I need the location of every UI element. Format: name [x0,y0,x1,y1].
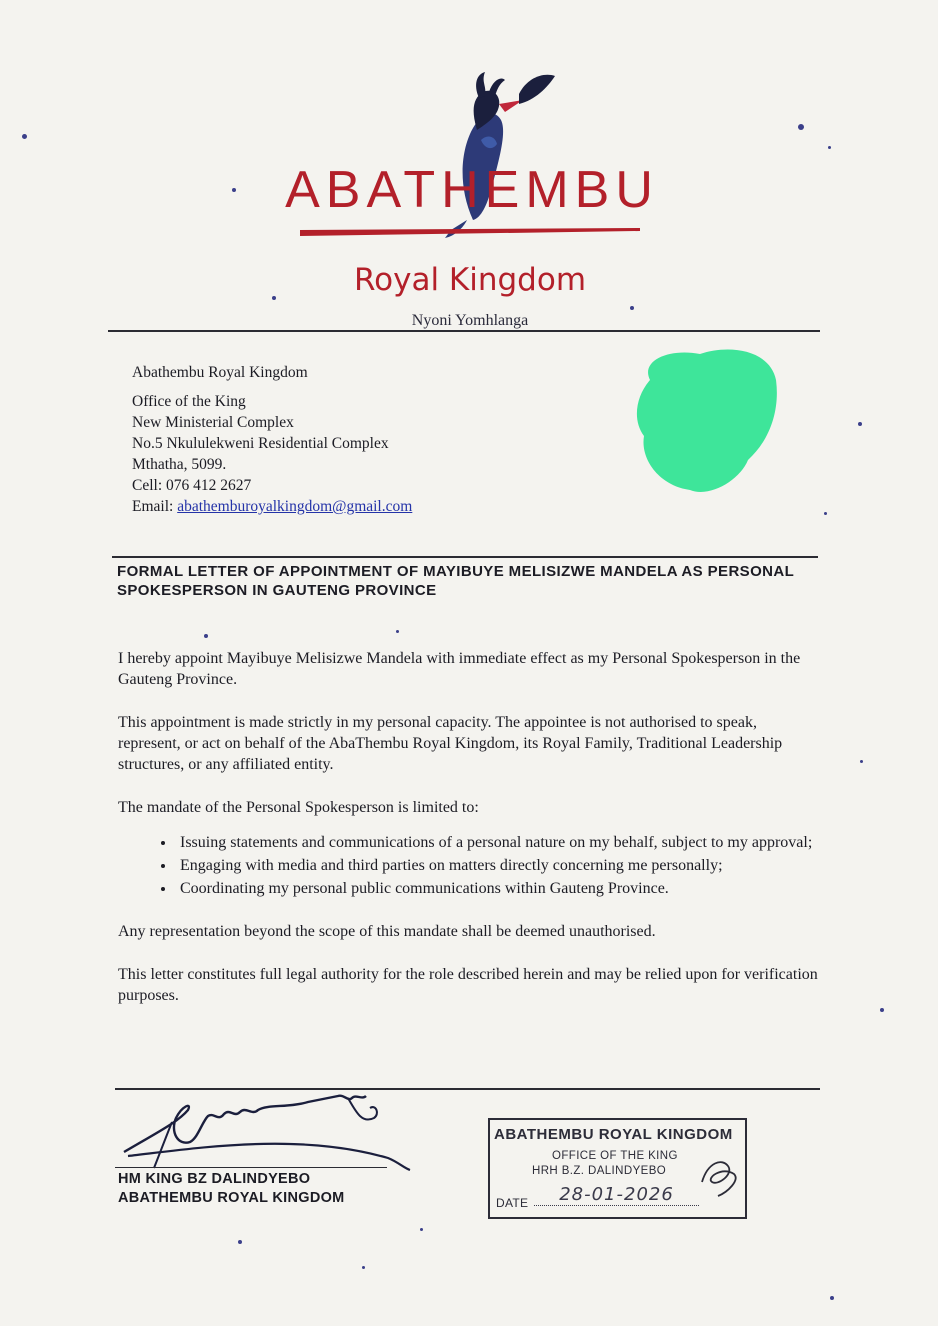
address-line: Abathembu Royal Kingdom [132,364,308,381]
sender-address [132,362,572,517]
ink-speck [830,1296,834,1300]
body-paragraph: Any representation beyond the scope of this mandate shall be deemed unauthorised. [118,923,656,940]
redaction-mark [630,340,780,500]
ink-speck [860,760,863,763]
official-stamp [488,1118,747,1219]
ink-speck [204,634,208,638]
letter-body [118,648,818,1028]
ink-speck [798,124,804,130]
signatory-block [118,1170,438,1208]
signature-divider [115,1088,820,1090]
stamp-date-value: 28-01-2026 [534,1184,699,1206]
body-paragraph: I hereby appoint Mayibuye Melisizwe Mandela with immediate effect as my Personal Spokesperson in the Gauteng Province. [118,650,801,688]
ink-speck [824,512,827,515]
ink-speck [828,146,831,149]
ink-speck [420,1228,423,1231]
handwritten-signature [118,1092,418,1172]
address-line: Office of the King [132,393,246,410]
signatory-org: ABATHEMBU ROYAL KINGDOM [118,1190,345,1206]
ink-speck [22,134,27,139]
ink-speck [238,1240,242,1244]
ink-speck [362,1266,365,1269]
ink-speck [630,306,634,310]
ink-speck [232,188,236,192]
list-item: • Issuing statements and communications of a personal nature on my behalf, subject to my approval; [176,832,818,853]
letterhead-subtitle: Royal Kingdom [353,262,587,298]
body-paragraph: This appointment is made strictly in my personal capacity. The appointee is not authorised to speak, represent, or act on behalf of the AbaThembu Royal Kingdom, its Royal Family, Traditional Leadership structures, or any affiliated entity. [118,714,783,773]
list-item: • Coordinating my personal public communications within Gauteng Province. [176,878,818,899]
mandate-list [118,832,818,899]
ink-speck [396,630,399,633]
stamp-date-label: DATE [496,1196,529,1210]
ink-speck [880,1008,884,1012]
list-item: • Engaging with media and third parties on matters directly concerning me personally; [176,855,818,876]
address-line: No.5 Nkululekweni Residential Complex [132,435,389,452]
stamp-holder: HRH B.Z. DALINDYEBO [532,1165,667,1177]
brand-underline-decoration [300,226,640,238]
ink-speck [272,296,276,300]
stamp-initials-scribble [698,1152,743,1202]
body-paragraph: This letter constitutes full legal authority for the role described herein and may be relied upon for verification purposes. [118,966,818,1004]
email-label: Email: [132,498,174,515]
signatory-name: HM KING BZ DALINDYEBO [118,1171,311,1187]
ink-speck [858,422,862,426]
brand-wordmark: ABATHEMBU [285,161,659,219]
subject-divider [112,556,818,558]
stamp-title: ABATHEMBU ROYAL KINGDOM [494,1126,733,1143]
letter-subject: FORMAL LETTER OF APPOINTMENT OF MAYIBUYE MELISIZWE MANDELA AS PERSONAL SPOKESPERSON IN GAUTENG PROVINCE [117,563,794,599]
letterhead-tagline: Nyoni Yomhlanga [411,312,529,329]
stamp-office: OFFICE OF THE KING [552,1150,678,1162]
email-link[interactable]: abathemburoyalkingdom@gmail.com [177,498,413,515]
address-line: Cell: 076 412 2627 [132,477,252,494]
header-divider [108,330,820,332]
address-line: Mthatha, 5099. [132,456,227,473]
signature-line [115,1167,387,1168]
body-paragraph: The mandate of the Personal Spokesperson is limited to: [118,799,479,816]
email-row [132,496,572,517]
address-line: New Ministerial Complex [132,414,294,431]
